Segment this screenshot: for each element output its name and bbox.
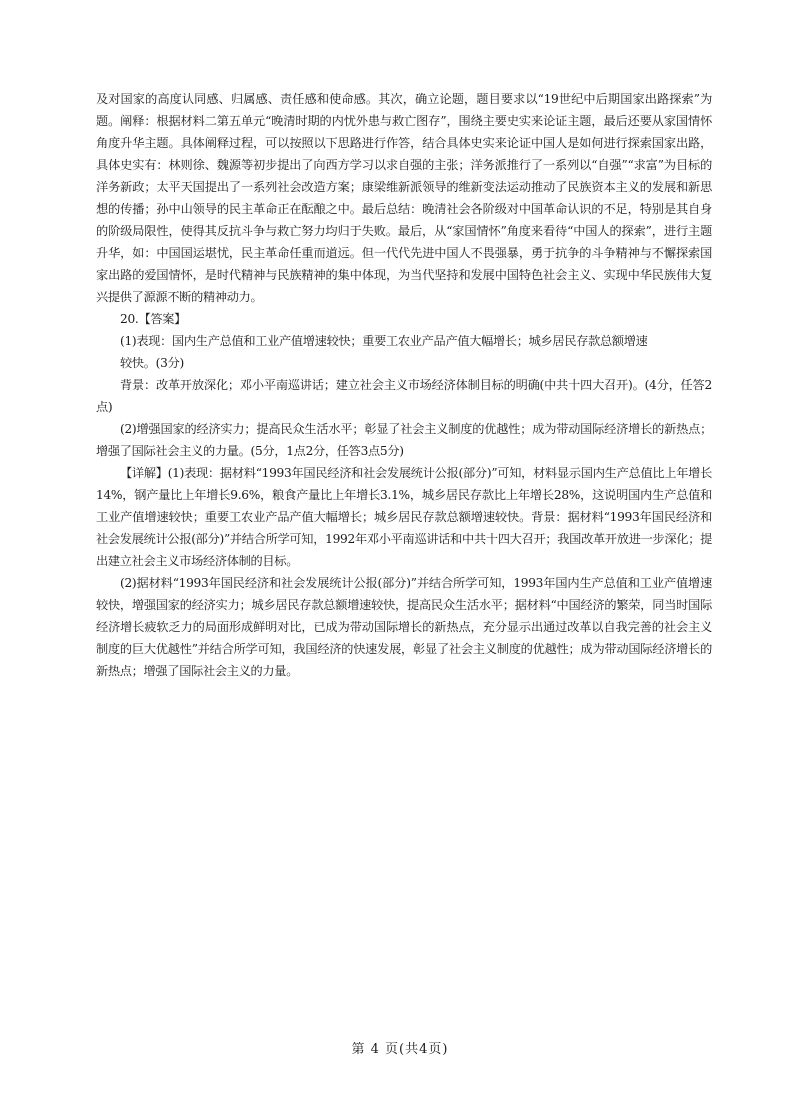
answer-1-performance-continued: 较快。(3分) <box>120 356 184 370</box>
detail-paragraph-2: (2)据材料“1993年国民经济和社会发展统计公报(部分)”并结合所学可知，1993年国内生产总值和工业产值增速较快，增强国家的经济实力；城乡居民存款总额增速较快，提高民众生活水平；据材料“中国经济的繁荣，同当时国际经济增长疲软乏力的局面形成鲜明对比，已成为带动国际增长的新热点，充分显示出通过改革以自我完善的社会主义制度的巨大优越性”并结合所学可知，我国经济的快速发展，彰显了社会主义制度的优越性；成为带动国际经济增长的新热点；增强了国际社会主义的力量。 <box>96 576 712 678</box>
essay-explanation-paragraph: 及对国家的高度认同感、归属感、责任感和使命感。其次，确立论题，题目要求以“19世纪中后期国家出路探索”为题。阐释：根据材料二第五单元“晚清时期的内忧外患与救亡图存”，围绕主要史实来论证主题，最后还要从家国情怀角度升华主题。具体阐释过程，可以按照以下思路进行作答，结合具体史实来论证中国人是如何进行探索国家出路，具体史实有：林则徐、魏源等初步提出了向西方学习以求自强的主张；洋务派推行了一系列以“自强”“求富”为目标的洋务新政；太平天国提出了一系列社会改造方案；康梁维新派领导的维新变法运动推动了民族资本主义的发展和新思想的传播；孙中山领导的民主革命正在酝酿之中。最后总结：晚清社会各阶级对中国革命认识的不足，特别是其自身的阶级局限性，使得其反抗斗争与救亡努力均归于失败。最后，从“家国情怀”角度来看待“中国人的探索”，进行主题升华，如：中国国运堪忧，民主革命任重而道远。但一代代先进中国人不畏强暴，勇于抗争的斗争精神与不懈探索国家出路的爱国情怀，是时代精神与民族精神的集中体现，为当代坚持和发展中国特色社会主义、实现中华民族伟大复兴提供了源源不断的精神动力。 <box>96 92 712 304</box>
document-body <box>96 88 712 682</box>
answer-1-performance: (1)表现：国内生产总值和工业产值增速较快；重要工农业产品产值大幅增长；城乡居民存款总额增速 <box>120 334 648 348</box>
answer-heading: 20.【答案】 <box>120 312 187 326</box>
detail-paragraph-1: 【详解】(1)表现：据材料“1993年国民经济和社会发展统计公报(部分)”可知，材料显示国内生产总值比上年增长14%，钢产量比上年增长9.6%，粮食产量比上年增长3.1%，城乡居民存款比上年增长28%，这说明国内生产总值和工业产值增速较快；重要工农业产品产值大幅增长；城乡居民存款总额增速较快。背景：据材料“1993年国民经济和社会发展统计公报(部分)”并结合所学可知，1992年邓小平南巡讲话和中共十四大召开；我国改革开放进一步深化；提出建立社会主义市场经济体制的目标。 <box>96 466 712 568</box>
answer-2: (2)增强国家的经济实力；提高民众生活水平；彰显了社会主义制度的优越性；成为带动国际经济增长的新热点；增强了国际社会主义的力量。(5分，1点2分，任答3点5分) <box>96 422 712 458</box>
answer-1-background: 背景：改革开放深化；邓小平南巡讲话；建立社会主义市场经济体制目标的明确(中共十四大召开)。(4分，任答2点) <box>96 378 712 414</box>
page-footer: 第 4 页(共4页) <box>351 1042 449 1057</box>
